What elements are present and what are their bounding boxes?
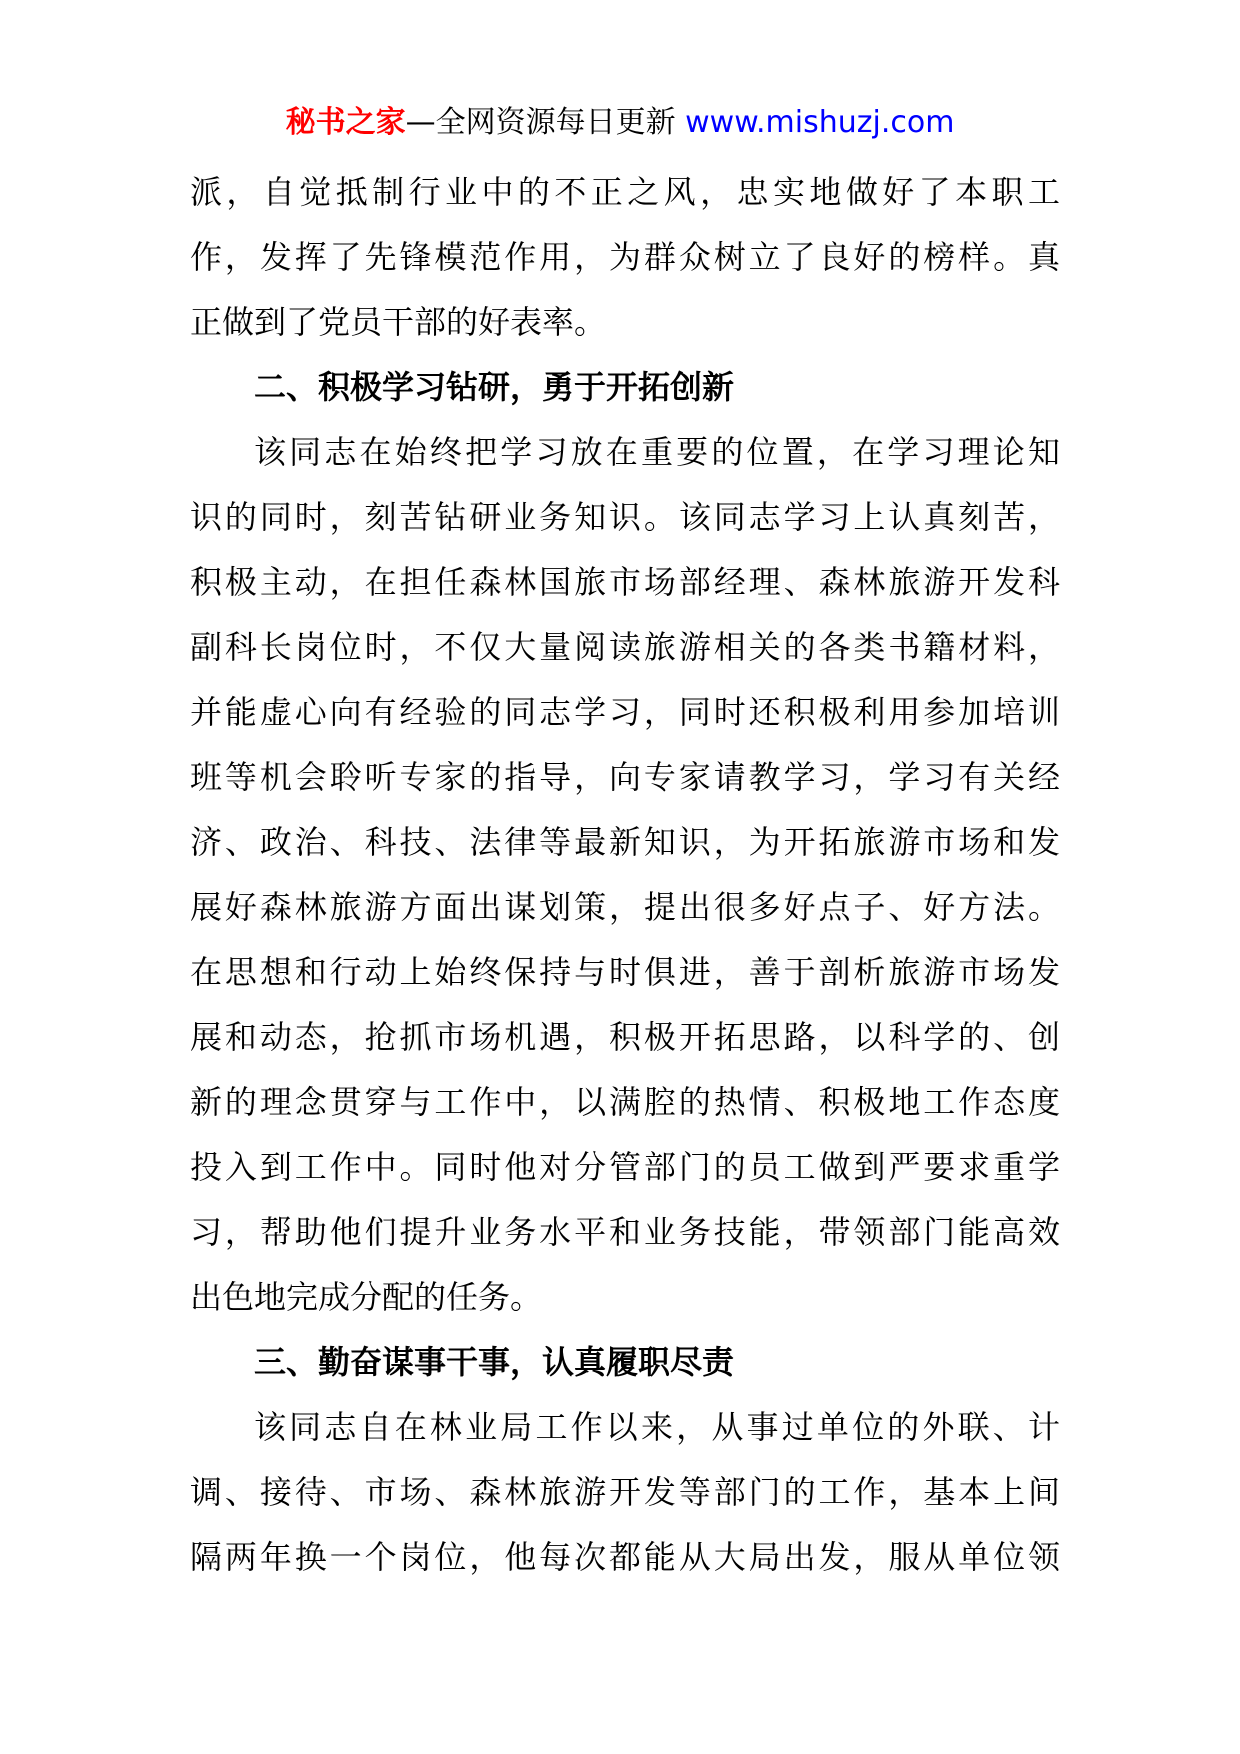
text-line: 副科长岗位时，不仅大量阅读旅游相关的各类书籍材料， (190, 628, 1060, 666)
text-line: 该同志在始终把学习放在重要的位置，在学习理论知 (254, 433, 1060, 471)
text-line: 派，自觉抵制行业中的不正之风，忠实地做好了本职工 (190, 173, 1060, 211)
text-line: 习，帮助他们提升业务水平和业务技能，带领部门能高效 (190, 1213, 1060, 1251)
text-line: 隔两年换一个岗位，他每次都能从大局出发，服从单位领 (190, 1538, 1060, 1576)
section-heading: 三、勤奋谋事干事，认真履职尽责 (254, 1343, 735, 1381)
text-line: 出色地完成分配的任务。 (190, 1278, 543, 1316)
text-line: 该同志自在林业局工作以来，从事过单位的外联、计 (254, 1408, 1060, 1446)
text-line: 识的同时，刻苦钻研业务知识。该同志学习上认真刻苦， (190, 498, 1060, 536)
text-line: 展和动态，抢抓市场机遇，积极开拓思路，以科学的、创 (190, 1018, 1060, 1056)
text-line: 投入到工作中。同时他对分管部门的员工做到严要求重学 (190, 1148, 1060, 1186)
site-slogan: —全网资源每日更新 (405, 105, 676, 140)
text-line: 新的理念贯穿与工作中，以满腔的热情、积极地工作态度 (190, 1083, 1060, 1121)
text-line: 济、政治、科技、法律等最新知识，为开拓旅游市场和发 (190, 823, 1060, 861)
text-line: 并能虚心向有经验的同志学习，同时还积极利用参加培训 (190, 693, 1060, 731)
text-line: 展好森林旅游方面出谋划策，提出很多好点子、好方法。 (190, 888, 1060, 926)
text-line: 作，发挥了先锋模范作用，为群众树立了良好的榜样。真 (190, 238, 1060, 276)
text-line: 积极主动，在担任森林国旅市场部经理、森林旅游开发科 (190, 563, 1060, 601)
text-line: 调、接待、市场、森林旅游开发等部门的工作，基本上间 (190, 1473, 1060, 1511)
text-line: 班等机会聆听专家的指导，向专家请教学习，学习有关经 (190, 758, 1060, 796)
document-body (190, 160, 1060, 1590)
site-brand: 秘书之家 (285, 105, 406, 140)
text-line: 正做到了党员干部的好表率。 (190, 303, 607, 341)
section-heading: 二、积极学习钻研，勇于开拓创新 (254, 368, 735, 406)
text-line: 在思想和行动上始终保持与时俱进，善于剖析旅游市场发 (190, 953, 1060, 991)
site-header (0, 103, 1240, 143)
site-url[interactable]: www.mishuzj.com (685, 105, 955, 140)
